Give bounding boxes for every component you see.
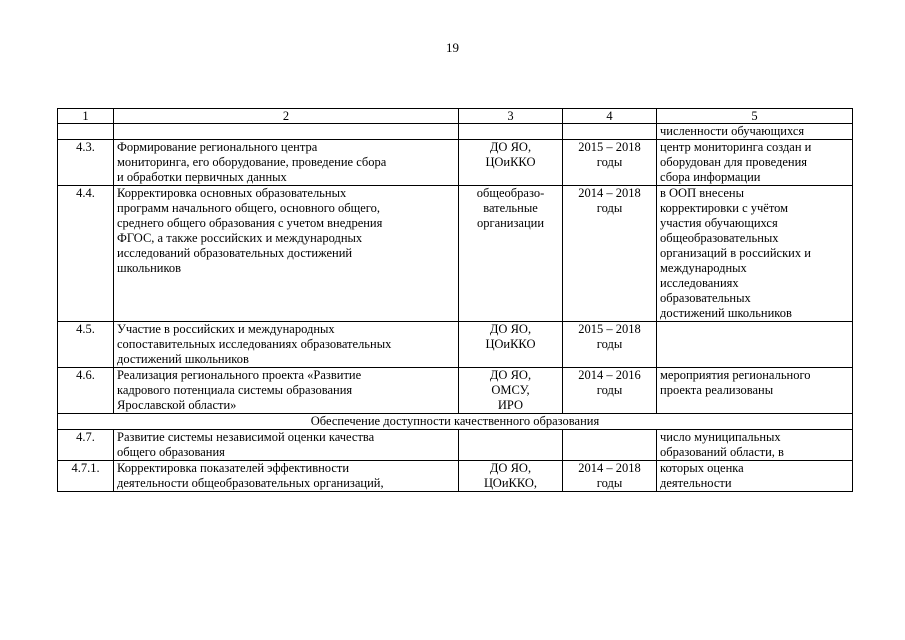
- cell-line: организаций в российских и: [660, 246, 811, 260]
- cell-line: исследованиях: [660, 276, 739, 290]
- responsible-cell: [459, 186, 563, 322]
- cell-line: общеобразо-: [476, 186, 545, 200]
- table-row: [58, 461, 853, 492]
- cell-line: достижений школьников: [117, 352, 249, 366]
- cell-line: и обработки первичных данных: [117, 170, 287, 184]
- cell-line: оборудован для проведения: [660, 155, 808, 169]
- cell-line: ДО ЯО,: [489, 322, 532, 336]
- cell-line: ДО ЯО,: [489, 368, 532, 382]
- cell-line: ЦОиККО: [485, 337, 536, 351]
- table-row: [58, 322, 853, 368]
- result-cell: [657, 186, 853, 322]
- cell-line: Ярославской области»: [117, 398, 237, 412]
- cell-line: образований области, в: [660, 445, 784, 459]
- cell-line: 2015 – 2018: [578, 140, 641, 154]
- cell-line: ОМСУ,: [491, 383, 530, 397]
- term-cell: [563, 140, 657, 186]
- result-cell: [657, 368, 853, 414]
- cell-line: Корректировка основных образовательных: [117, 186, 347, 200]
- cell-line: 2014 – 2016: [578, 368, 641, 382]
- cell-line: ИРО: [497, 398, 524, 412]
- cell-line: образовательных: [660, 291, 751, 305]
- cell-line: годы: [596, 155, 623, 169]
- term-cell: [563, 461, 657, 492]
- table-row: [58, 430, 853, 461]
- cell-line: участия обучающихся: [660, 216, 778, 230]
- cell-line: общеобразовательных: [660, 231, 779, 245]
- column-number-4: 4: [563, 109, 657, 124]
- activity-plan-table: [57, 108, 853, 492]
- term-cell: [563, 186, 657, 322]
- cell-line: вательные: [483, 201, 538, 215]
- cell-line: 2015 – 2018: [578, 322, 641, 336]
- result-cell: [657, 140, 853, 186]
- cell-line: Участие в российских и международных: [117, 322, 335, 336]
- table-row: [58, 368, 853, 414]
- cell-line: деятельности: [660, 476, 732, 490]
- cell-line: ДО ЯО,: [489, 461, 532, 475]
- responsible-cell: [459, 322, 563, 368]
- cell-line: достижений школьников: [660, 306, 792, 320]
- cell-line: годы: [596, 201, 623, 215]
- result-cell: [657, 124, 853, 140]
- activity-cell: [114, 140, 459, 186]
- table-row: [58, 124, 853, 140]
- cell-line: ФГОС, а также российских и международных: [117, 231, 363, 245]
- cell-line: Корректировка показателей эффективности: [117, 461, 350, 475]
- cell-line: сбора информации: [660, 170, 761, 184]
- item-number-cell: [58, 124, 114, 140]
- cell-line: школьников: [117, 261, 182, 275]
- section-title: Обеспечение доступности качественного образования: [58, 414, 853, 430]
- activity-cell: [114, 461, 459, 492]
- item-number-cell: 4.4.: [58, 186, 114, 322]
- cell-line: мероприятия регионального: [660, 368, 811, 382]
- cell-line: число муниципальных: [660, 430, 781, 444]
- cell-line: годы: [596, 383, 623, 397]
- activity-cell: [114, 368, 459, 414]
- cell-line: Развитие системы независимой оценки качества: [117, 430, 375, 444]
- cell-line: центр мониторинга создан и: [660, 140, 812, 154]
- cell-line: кадрового потенциала системы образования: [117, 383, 353, 397]
- column-number-5: 5: [657, 109, 853, 124]
- cell-line: 2014 – 2018: [578, 461, 641, 475]
- responsible-cell: [459, 124, 563, 140]
- cell-line: исследований образовательных достижений: [117, 246, 353, 260]
- column-number-2: 2: [114, 109, 459, 124]
- cell-line: общего образования: [117, 445, 225, 459]
- item-number-cell: 4.3.: [58, 140, 114, 186]
- cell-line: Реализация регионального проекта «Развитие: [117, 368, 362, 382]
- term-cell: [563, 322, 657, 368]
- responsible-cell: [459, 140, 563, 186]
- table-row: [58, 186, 853, 322]
- term-cell: [563, 124, 657, 140]
- activity-cell: [114, 430, 459, 461]
- column-number-1: 1: [58, 109, 114, 124]
- cell-line: ЦОиККО,: [483, 476, 538, 490]
- cell-line: 2014 – 2018: [578, 186, 641, 200]
- page-number: 19: [446, 40, 459, 55]
- column-number-row: [58, 109, 853, 124]
- section-row: [58, 414, 853, 430]
- cell-line: которых оценка: [660, 461, 744, 475]
- item-number-cell: 4.5.: [58, 322, 114, 368]
- cell-line: организации: [476, 216, 545, 230]
- cell-line: проекта реализованы: [660, 383, 774, 397]
- result-cell: [657, 322, 853, 368]
- item-number-cell: 4.7.1.: [58, 461, 114, 492]
- cell-line: годы: [596, 476, 623, 490]
- cell-line: численности обучающихся: [660, 124, 805, 138]
- item-number-cell: 4.7.: [58, 430, 114, 461]
- cell-line: в ООП внесены: [660, 186, 745, 200]
- cell-line: деятельности общеобразовательных организаций,: [117, 476, 384, 490]
- item-number-cell: 4.6.: [58, 368, 114, 414]
- activity-cell: [114, 322, 459, 368]
- cell-line: среднего общего образования с учетом внедрения: [117, 216, 383, 230]
- cell-line: корректировки с учётом: [660, 201, 789, 215]
- cell-line: Формирование регионального центра: [117, 140, 318, 154]
- responsible-cell: [459, 368, 563, 414]
- cell-line: ДО ЯО,: [489, 140, 532, 154]
- cell-line: годы: [596, 337, 623, 351]
- cell-line: программ начального общего, основного общего,: [117, 201, 380, 215]
- term-cell: [563, 368, 657, 414]
- table-row: [58, 140, 853, 186]
- cell-line: мониторинга, его оборудование, проведение сбора: [117, 155, 387, 169]
- column-number-3: 3: [459, 109, 563, 124]
- activity-cell: [114, 124, 459, 140]
- cell-line: сопоставительных исследованиях образовательных: [117, 337, 392, 351]
- result-cell: [657, 461, 853, 492]
- term-cell: [563, 430, 657, 461]
- responsible-cell: [459, 461, 563, 492]
- result-cell: [657, 430, 853, 461]
- activity-cell: [114, 186, 459, 322]
- cell-line: ЦОиККО: [485, 155, 536, 169]
- cell-line: международных: [660, 261, 747, 275]
- responsible-cell: [459, 430, 563, 461]
